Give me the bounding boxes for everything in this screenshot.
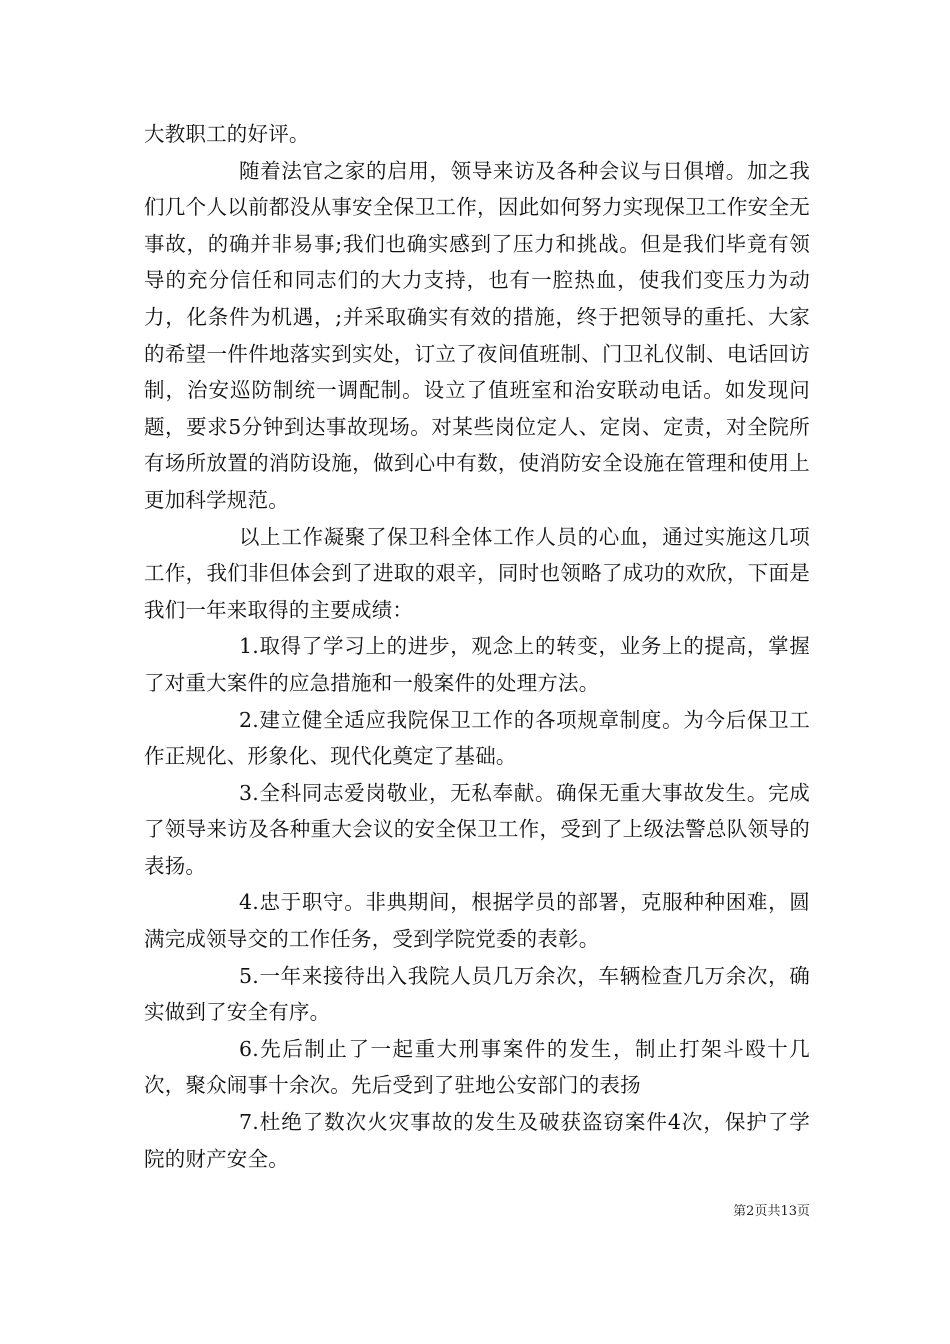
page-number-footer: 第2页共13页 — [733, 1204, 810, 1219]
list-item-achievement-1: 1.取得了学习上的进步，观念上的转变，业务上的提高，掌握了对重大案件的应急措施和一般案件的处理方法。 — [144, 634, 810, 695]
paragraph-work-measures: 随着法官之家的启用，领导来访及各种会议与日俱增。加之我们几个人以前都没从事安全保卫工作，因此如何努力实现保卫工作安全无事故，的确并非易事;我们也确实感到了压力和挑战。但是我们毕竟有领导的充分信任和同志们的大力支持，也有一腔热血，使我们变压力为动力，化条件为机遇，;并采取确实有效的措施，终于把领导的重托、大家的希望一件件地落实到实处，订立了夜间值班制、门卫礼仪制、电话回访制，治安巡防制统一调配制。设立了值班室和治安联动电话。如发现问题，要求5分钟到达事故现场。对某些岗位定人、定岗、定责，对全院所有场所放置的消防设施，做到心中有数，使消防安全设施在管理和使用上更加科学规范。 — [144, 158, 810, 512]
list-item-achievement-6: 6.先后制止了一起重大刑事案件的发生，制止打架斗殴十几次，聚众闹事十余次。先后受到了驻地公安部门的表扬 — [144, 1036, 810, 1098]
document-body — [144, 116, 810, 1177]
list-item-achievement-4: 4.忠于职守。非典期间，根据学员的部署，克服种种困难，圆满完成领导交的工作任务，受到学院党委的表彰。 — [144, 890, 810, 952]
list-item-achievement-5: 5.一年来接待出入我院人员几万余次，车辆检查几万余次，确实做到了安全有序。 — [144, 963, 810, 1025]
paragraph-continuation: 大教职工的好评。 — [144, 122, 310, 146]
list-item-achievement-3: 3.全科同志爱岗敬业，无私奉献。确保无重大事故发生。完成了领导来访及各种重大会议的安全保卫工作，受到了上级法警总队领导的表扬。 — [144, 780, 810, 878]
list-item-achievement-7: 7.杜绝了数次火灾事故的发生及破获盗窃案件4次，保护了学院的财产安全。 — [144, 1110, 810, 1171]
paragraph-achievements-intro: 以上工作凝聚了保卫科全体工作人员的心血，通过实施这几项工作，我们非但体会到了进取的艰辛，同时也领略了成功的欢欣，下面是我们一年来取得的主要成绩： — [144, 524, 810, 622]
list-item-achievement-2: 2.建立健全适应我院保卫工作的各项规章制度。为今后保卫工作正规化、形象化、现代化奠定了基础。 — [144, 707, 810, 769]
